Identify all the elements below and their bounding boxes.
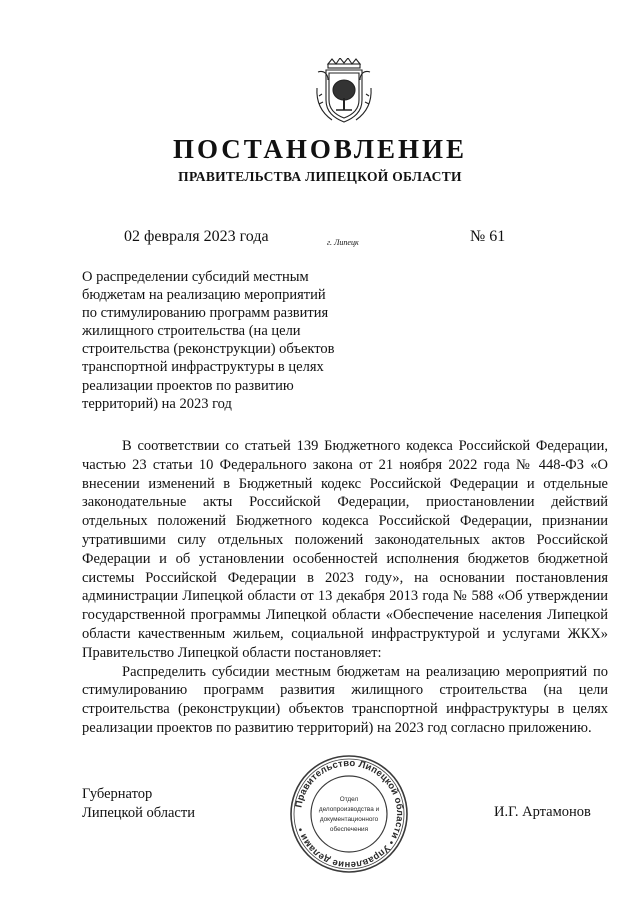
subject-line: строительства (реконструкции) объектов [82, 341, 335, 358]
signer-position-line: Липецкой области [82, 805, 195, 821]
subject-line: бюджетам на реализацию мероприятий [82, 287, 326, 304]
document-number: № 61 [470, 228, 506, 245]
stamp-inner-line: документационного [319, 816, 379, 823]
subject-line: О распределении субсидий местным [82, 269, 309, 285]
subject-line: территорий) на 2023 год [82, 395, 232, 412]
stamp-inner-line: делопроизводства и [318, 806, 380, 813]
document-date: 02 февраля 2023 года [124, 228, 269, 245]
signer-position [82, 785, 195, 823]
body-paragraph: Распределить субсидии местным бюджетам на реализацию мероприятий по стимулированию программ развития жилищного строительства (на цели строительства (реконструкции) объектов транспортной инфраструктуры в целях реализации проектов по развитию территорий) на 2023 год согласно приложению. [82, 663, 608, 736]
stamp-outer-text: Правительство Липецкой области • Управление делами • [293, 757, 406, 871]
subject-line: жилищного строительства (на цели [82, 323, 301, 340]
body-paragraph: В соответствии со статьей 139 Бюджетного кодекса Российской Федерации, частью 23 статьи 10 Федерального закона от 21 ноября 2022 года № 448-ФЗ «О внесении изменений в Бюджетный кодекс Российской Федерации и отдельные законодательные акты Российской Федерации, приостановлении действий отдельных положений Бюджетного кодекса Российской Федерации, признании утратившими силу отдельных положений законодательных актов Российской Федерации и об установлении особенностей исполнения бюджетов бюджетной системы Российской Федерации в 2023 году», на основании постановления администрации Липецкой области от 13 декабря 2013 года № 588 «Об утверждении государственной программы Липецкой области «Обеспечение населения Липецкой области качественным жильем, социальной инфраструктурой и услугами ЖКХ» Правительство Липецкой области постановляет: [82, 438, 608, 661]
official-stamp [287, 752, 411, 876]
signer-name: И.Г. Артамонов [494, 804, 591, 820]
document-city: г. Липецк [327, 238, 359, 247]
subject-line: транспортной инфраструктуры в целях [82, 359, 324, 376]
signer-position-line: Губернатор [82, 786, 153, 802]
svg-text:Правительство Липецкой области [293, 758, 405, 870]
stamp-inner-line: обеспечения [329, 826, 369, 833]
document-subject [82, 268, 372, 413]
document-subtitle: ПРАВИТЕЛЬСТВА ЛИПЕЦКОЙ ОБЛАСТИ [178, 169, 462, 184]
subject-line: по стимулированию программ развития [82, 305, 329, 322]
stamp-inner-line: Отдел [339, 796, 359, 803]
document-title: ПОСТАНОВЛЕНИЕ [172, 134, 468, 164]
coat-of-arms-icon [314, 58, 374, 124]
document-body [82, 437, 608, 738]
subject-line: реализации проектов по развитию [82, 377, 294, 394]
